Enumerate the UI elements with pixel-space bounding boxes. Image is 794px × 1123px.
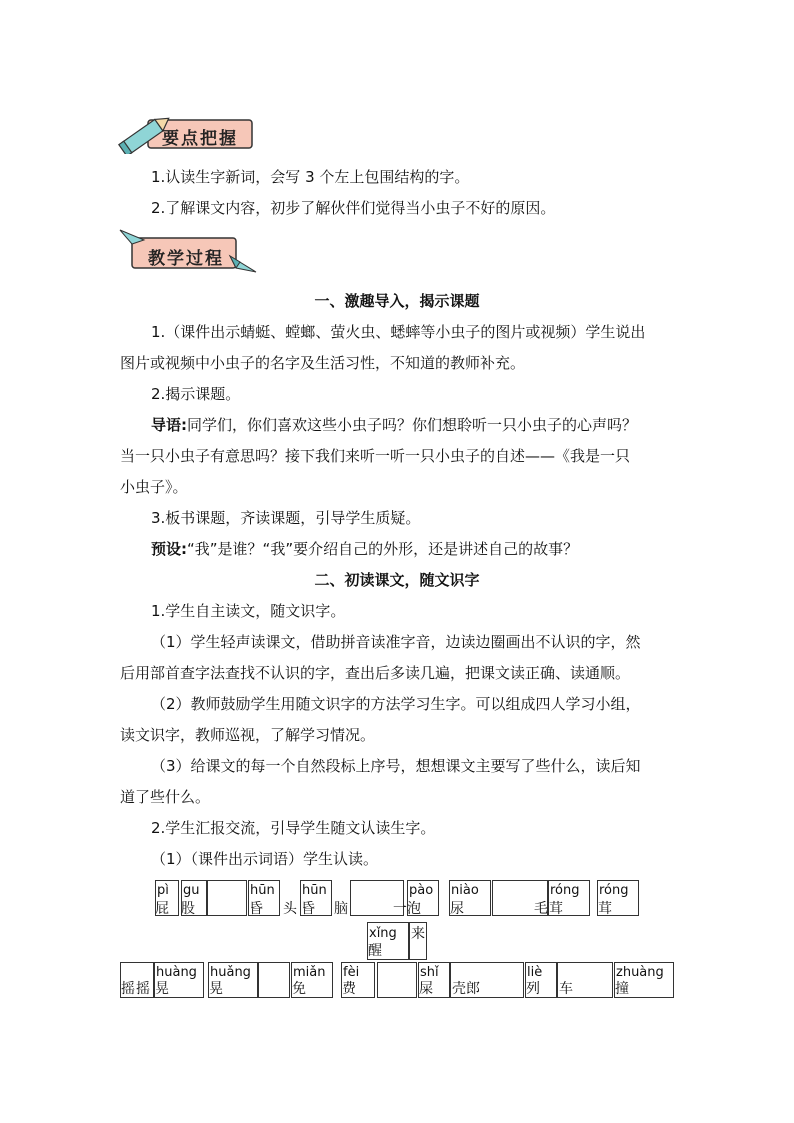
pinyin: huǎng [210,965,251,980]
hanzi: 毛 [534,901,548,917]
pinyin: liè [527,965,543,980]
hanzi: 头 [283,901,297,917]
hanzi: 晃 [209,981,223,997]
guide-label: 导语: [151,416,187,434]
key-point-2: 2.了解课文内容，初步了解伙伴们觉得当小虫子不好的原因。 [151,199,556,217]
hanzi: 免 [292,981,306,997]
hanzi: 醒 [368,943,382,959]
pinyin: róng [550,883,580,898]
word-box [258,962,290,998]
s2-sub3-line2: 道了些什么。 [120,788,211,806]
hanzi: 壳郎 [452,981,480,997]
hanzi: 车 [559,981,573,997]
pinyin: fèi [343,965,360,980]
hanzi: 晃 [155,981,169,997]
pinyin: hūn [250,883,275,898]
key-points-title: 要点把握 [162,129,238,149]
hanzi: 茸 [598,901,612,917]
pinyin: gu [183,883,200,898]
pinyin: pào [409,883,434,898]
s1-p1-line1: 1.（课件出示蜻蜓、螳螂、萤火虫、蟋蟀等小虫子的图片或视频）学生说出 [151,323,646,341]
hanzi: 尿 [450,901,464,917]
pinyin: miǎn [293,965,326,980]
s1-p2: 2.揭示课题。 [151,385,241,403]
pinyin: xǐng [369,926,397,941]
word-box [207,880,247,916]
s2-sub1-line1: （1）学生轻声读课文，借助拼音读准字音，边读边圈画出不认识的字，然 [151,633,641,651]
pinyin: róng [599,883,629,898]
s2-sub2-line2: 读文识字，教师巡视，了解学习情况。 [120,726,376,744]
hanzi: 摇 [121,981,135,997]
hanzi: 屎 [419,981,433,997]
hanzi: 一 [393,901,407,917]
hanzi: 摇 [136,981,150,997]
s2-p2: 2.学生汇报交流，引导学生随文认读生字。 [151,819,436,837]
s2-p2-sub: （1）（课件出示词语）学生认读。 [151,850,379,868]
preset-label: 预设: [151,540,187,558]
teaching-process-title: 教学过程 [148,249,224,269]
pinyin: zhuàng [616,965,664,980]
s1-guide-line2: 当一只小虫子有意思吗？接下我们来听一听一只小虫子的自述——《我是一只 [120,447,631,465]
s2-sub3-line1: （3）给课文的每一个自然段标上序号，想想课文主要写了些什么，读后知 [151,757,641,775]
s1-p1-line2: 图片或视频中小虫子的名字及生活习性，不知道的教师补充。 [120,354,526,372]
s1-p3: 3.板书课题，齐读课题，引导学生质疑。 [151,509,421,527]
word-box [377,962,417,998]
hanzi: 股 [181,901,195,917]
hanzi: 脑 [334,901,348,917]
s1-guide-line3: 小虫子》。 [120,478,188,496]
s2-p1: 1.学生自主读文，随文识字。 [151,602,346,620]
pinyin: pì [157,883,169,898]
s2-sub1-line2: 后用部首查字法查找不认识的字，查出后多读几遍，把课文读正确、读通顺。 [120,664,631,682]
s2-sub2-line1: （2）教师鼓励学生用随文识字的方法学习生字。可以组成四人学习小组， [151,695,641,713]
section2-heading: 二、初读课文，随文识字 [314,571,480,589]
pinyin: shǐ [420,965,439,980]
pinyin: hūn [302,883,327,898]
hanzi: 来 [411,926,425,942]
key-point-1: 1.认读生字新词，会写 3 个左上包围结构的字。 [151,168,470,186]
hanzi: 昏 [249,901,263,917]
hanzi: 茸 [549,901,563,917]
hanzi: 撞 [615,981,629,997]
hanzi: 费 [342,981,356,997]
hanzi: 昏 [301,901,315,917]
preset-text: “我”是谁？“我”要介绍自己的外形，还是讲述自己的故事？ [187,540,579,558]
guide-text: 同学们，你们喜欢这些小虫子吗？你们想聆听一只小虫子的心声吗？ [187,416,638,434]
hanzi: 列 [526,981,540,997]
hanzi: 泡 [407,901,421,917]
section1-heading: 一、激趣导入，揭示课题 [314,292,480,310]
pinyin: niào [451,883,479,898]
pinyin: huàng [156,965,197,980]
hanzi: 屁 [155,901,169,917]
